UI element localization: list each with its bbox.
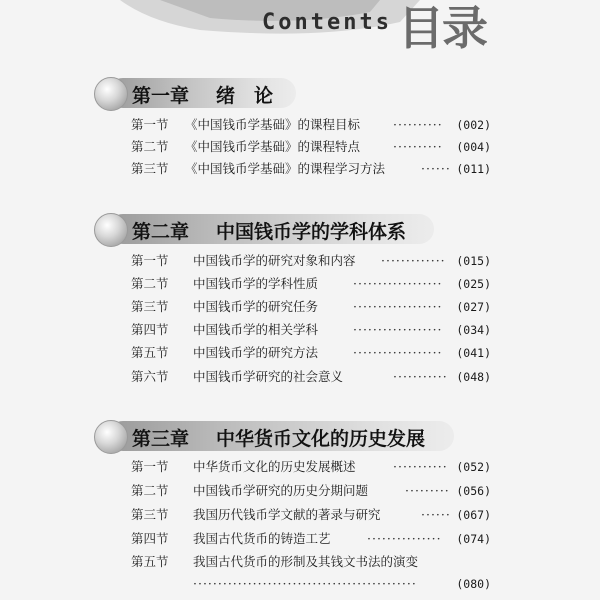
chapter-title: 绪 论	[216, 85, 274, 107]
section-title: 中国钱币学的学科性质	[193, 276, 319, 291]
toc-entry[interactable]	[131, 251, 491, 271]
leader-dots: ··················	[353, 345, 443, 360]
page-number: (015)	[456, 254, 491, 268]
toc-entry[interactable]	[131, 137, 491, 157]
chapter-number: 第三章	[132, 428, 190, 450]
page-number: (067)	[456, 508, 491, 522]
section-number: 第二节	[131, 139, 169, 154]
chapter-2-heading[interactable]	[94, 214, 434, 244]
toc-entry[interactable]	[131, 297, 491, 317]
section-title: 《中国钱币学基础》的课程目标	[185, 117, 361, 132]
contents-heading: Contents	[262, 10, 392, 35]
section-title: 中国钱币学研究的社会意义	[193, 369, 344, 384]
section-number: 第一节	[131, 117, 169, 132]
section-number: 第三节	[131, 507, 169, 522]
chapter-ball-icon	[94, 213, 128, 247]
chapter-title: 中国钱币学的学科体系	[216, 221, 407, 243]
chapter-1-heading[interactable]	[94, 78, 294, 108]
toc-entry[interactable]	[131, 457, 491, 477]
chapter-title: 中华货币文化的历史发展	[216, 428, 426, 450]
section-number: 第五节	[131, 554, 169, 569]
page-number: (027)	[456, 300, 491, 314]
toc-entry[interactable]	[131, 552, 491, 596]
page-number: (080)	[456, 577, 491, 591]
toc-entry[interactable]	[131, 505, 491, 525]
toc-title-glyphs: 目录	[398, 1, 486, 55]
page-number: (011)	[456, 162, 491, 176]
page-number: (052)	[456, 460, 491, 474]
leader-dots: ···············	[367, 531, 442, 546]
section-number: 第四节	[131, 322, 169, 337]
toc-entry[interactable]	[131, 274, 491, 294]
section-number: 第二节	[131, 276, 169, 291]
leader-dots: ······	[421, 161, 451, 176]
page-number: (004)	[456, 140, 491, 154]
section-number: 第一节	[131, 459, 169, 474]
section-number: 第二节	[131, 483, 169, 498]
toc-entry[interactable]	[131, 481, 491, 501]
section-title: 我国古代货币的形制及其钱文书法的演变	[193, 554, 419, 569]
page-number: (002)	[456, 118, 491, 132]
toc-entry[interactable]	[131, 367, 491, 387]
chapter-3-heading[interactable]	[94, 421, 454, 451]
section-title: 中国钱币学的研究对象和内容	[193, 253, 356, 268]
section-title: 中国钱币学的研究任务	[193, 299, 319, 314]
section-number: 第四节	[131, 531, 169, 546]
chapter-number: 第二章	[132, 221, 190, 243]
section-number: 第三节	[131, 299, 169, 314]
leader-dots: ······	[421, 507, 451, 522]
chapter-ball-icon	[94, 77, 128, 111]
section-title: 《中国钱币学基础》的课程特点	[185, 139, 361, 154]
section-title: 中国钱币学的相关学科	[193, 322, 319, 337]
section-title: 中国钱币学研究的历史分期问题	[193, 483, 369, 498]
toc-entry[interactable]	[131, 159, 491, 179]
toc-entry[interactable]	[131, 529, 491, 549]
section-title: 我国历代钱币学文献的著录与研究	[193, 507, 381, 522]
leader-dots: ··················	[353, 322, 443, 337]
page-number: (041)	[456, 346, 491, 360]
page-number: (025)	[456, 277, 491, 291]
leader-dots: ··········	[393, 139, 443, 154]
page-number: (048)	[456, 370, 491, 384]
section-title: 《中国钱币学基础》的课程学习方法	[185, 161, 386, 176]
page-number: (056)	[456, 484, 491, 498]
page-number: (034)	[456, 323, 491, 337]
leader-dots: ·············································	[193, 576, 417, 591]
section-title: 我国古代货币的铸造工艺	[193, 531, 331, 546]
leader-dots: ··········	[393, 117, 443, 132]
leader-dots: ···········	[393, 369, 448, 384]
toc-entry[interactable]	[131, 343, 491, 363]
section-number: 第六节	[131, 369, 169, 384]
section-number: 第三节	[131, 161, 169, 176]
section-number: 第一节	[131, 253, 169, 268]
leader-dots: ···········	[393, 459, 448, 474]
leader-dots: ·············	[381, 253, 446, 268]
section-number: 第五节	[131, 345, 169, 360]
leader-dots: ··················	[353, 299, 443, 314]
chapter-ball-icon	[94, 420, 128, 454]
leader-dots: ··················	[353, 276, 443, 291]
chapter-number: 第一章	[132, 85, 190, 107]
section-title: 中国钱币学的研究方法	[193, 345, 319, 360]
toc-entry[interactable]	[131, 115, 491, 135]
section-title: 中华货币文化的历史发展概述	[193, 459, 356, 474]
leader-dots: ·········	[405, 483, 450, 498]
header-banner	[0, 0, 600, 55]
page-number: (074)	[456, 532, 491, 546]
toc-entry[interactable]	[131, 320, 491, 340]
